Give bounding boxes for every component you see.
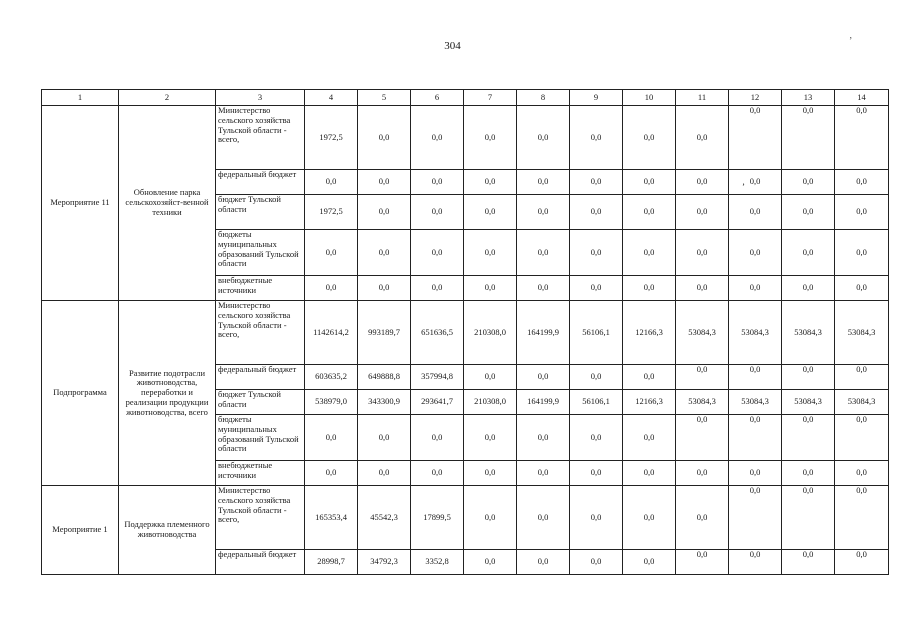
- value-cell: 0,0: [676, 550, 729, 575]
- value-cell: 0,0: [782, 461, 835, 486]
- value-cell: 0,0: [729, 170, 782, 195]
- value-cell: 0,0: [464, 461, 517, 486]
- value-cell: 56106,1: [570, 301, 623, 365]
- budget-table: [41, 89, 889, 575]
- value-cell: 0,0: [676, 276, 729, 301]
- value-cell: 0,0: [835, 276, 889, 301]
- value-cell: 0,0: [305, 461, 358, 486]
- value-cell: 0,0: [570, 486, 623, 550]
- value-cell: 0,0: [729, 106, 782, 170]
- activity-description: Поддержка племенного животноводства: [119, 486, 216, 575]
- header-cell: 9: [570, 90, 623, 106]
- value-cell: 0,0: [464, 415, 517, 461]
- value-cell: 0,0: [464, 106, 517, 170]
- value-cell: 0,0: [835, 550, 889, 575]
- value-cell: 34792,3: [358, 550, 411, 575]
- value-cell: 0,0: [358, 170, 411, 195]
- value-cell: 0,0: [835, 106, 889, 170]
- value-cell: 0,0: [570, 461, 623, 486]
- funding-source: федеральный бюджет: [216, 170, 305, 195]
- value-cell: 0,0: [782, 195, 835, 230]
- value-cell: 53084,3: [835, 301, 889, 365]
- value-cell: 0,0: [305, 230, 358, 276]
- page-number: 304: [444, 40, 461, 52]
- funding-source: бюджеты муниципальных образований Тульской области: [216, 415, 305, 461]
- value-cell: 0,0: [464, 365, 517, 390]
- value-cell: 603635,2: [305, 365, 358, 390]
- value-cell: 0,0: [676, 365, 729, 390]
- value-cell: 0,0: [570, 365, 623, 390]
- table-row: [42, 106, 889, 170]
- value-cell: 0,0: [623, 170, 676, 195]
- value-cell: 0,0: [729, 415, 782, 461]
- value-cell: 0,0: [570, 170, 623, 195]
- value-cell: 0,0: [517, 230, 570, 276]
- value-cell: 0,0: [517, 195, 570, 230]
- value-cell: 0,0: [729, 461, 782, 486]
- value-cell: 0,0: [305, 276, 358, 301]
- value-cell: 45542,3: [358, 486, 411, 550]
- funding-source: Министерство сельского хозяйства Тульской области - всего,: [216, 486, 305, 550]
- value-cell: 0,0: [835, 486, 889, 550]
- activity-name: Подпрограмма: [42, 301, 119, 486]
- value-cell: 1972,5: [305, 106, 358, 170]
- value-cell: 0,0: [358, 415, 411, 461]
- value-cell: 0,0: [782, 106, 835, 170]
- funding-source: федеральный бюджет: [216, 550, 305, 575]
- value-cell: 0,0: [570, 276, 623, 301]
- funding-source: внебюджетные источники: [216, 461, 305, 486]
- value-cell: 649888,8: [358, 365, 411, 390]
- funding-source: внебюджетные источники: [216, 276, 305, 301]
- value-cell: 0,0: [411, 461, 464, 486]
- value-cell: 0,0: [835, 195, 889, 230]
- value-cell: 357994,8: [411, 365, 464, 390]
- value-cell: 0,0: [623, 195, 676, 230]
- value-cell: 210308,0: [464, 390, 517, 415]
- value-cell: 0,0: [729, 276, 782, 301]
- value-cell: 0,0: [411, 106, 464, 170]
- value-cell: 0,0: [570, 550, 623, 575]
- value-cell: 0,0: [729, 550, 782, 575]
- header-cell: 13: [782, 90, 835, 106]
- value-cell: 0,0: [623, 276, 676, 301]
- value-cell: 0,0: [411, 415, 464, 461]
- value-cell: 0,0: [305, 415, 358, 461]
- value-cell: 0,0: [676, 106, 729, 170]
- value-cell: 0,0: [358, 230, 411, 276]
- value-cell: 0,0: [411, 276, 464, 301]
- value-cell: 0,0: [464, 550, 517, 575]
- value-cell: 0,0: [358, 461, 411, 486]
- value-cell: 164199,9: [517, 390, 570, 415]
- value-cell: 0,0: [570, 106, 623, 170]
- value-cell: 0,0: [835, 365, 889, 390]
- funding-source: федеральный бюджет: [216, 365, 305, 390]
- value-cell: 210308,0: [464, 301, 517, 365]
- stray-mark: ’: [742, 182, 745, 192]
- value-cell: 0,0: [835, 415, 889, 461]
- value-cell: 0,0: [358, 276, 411, 301]
- value-cell: 0,0: [623, 106, 676, 170]
- value-cell: 53084,3: [729, 390, 782, 415]
- value-cell: 0,0: [517, 461, 570, 486]
- value-cell: 0,0: [623, 461, 676, 486]
- header-cell: 4: [305, 90, 358, 106]
- value-cell: 53084,3: [835, 390, 889, 415]
- header-cell: 14: [835, 90, 889, 106]
- value-cell: 0,0: [358, 106, 411, 170]
- header-cell: 7: [464, 90, 517, 106]
- header-cell: 2: [119, 90, 216, 106]
- value-cell: 0,0: [676, 415, 729, 461]
- table-row: [42, 486, 889, 550]
- value-cell: 0,0: [623, 486, 676, 550]
- value-cell: 56106,1: [570, 390, 623, 415]
- value-cell: 651636,5: [411, 301, 464, 365]
- funding-source: бюджет Тульской области: [216, 390, 305, 415]
- value-cell: 0,0: [782, 415, 835, 461]
- value-cell: 1972,5: [305, 195, 358, 230]
- header-cell: 5: [358, 90, 411, 106]
- value-cell: 0,0: [676, 170, 729, 195]
- value-cell: 0,0: [676, 461, 729, 486]
- value-cell: 0,0: [676, 195, 729, 230]
- corner-mark: ’: [849, 36, 853, 47]
- value-cell: 0,0: [782, 365, 835, 390]
- value-cell: 0,0: [835, 461, 889, 486]
- header-cell: 1: [42, 90, 119, 106]
- activity-name: Мероприятие 1: [42, 486, 119, 575]
- value-cell: 0,0: [517, 415, 570, 461]
- value-cell: 0,0: [782, 170, 835, 195]
- value-cell: 993189,7: [358, 301, 411, 365]
- value-cell: 3352,8: [411, 550, 464, 575]
- value-cell: 0,0: [464, 170, 517, 195]
- value-cell: 0,0: [464, 195, 517, 230]
- value-cell: 0,0: [623, 230, 676, 276]
- header-cell: 12: [729, 90, 782, 106]
- value-cell: 0,0: [517, 550, 570, 575]
- value-cell: 0,0: [305, 170, 358, 195]
- funding-source: Министерство сельского хозяйства Тульской области - всего,: [216, 301, 305, 365]
- value-cell: 1142614,2: [305, 301, 358, 365]
- table-row: [42, 301, 889, 365]
- value-cell: 0,0: [517, 106, 570, 170]
- value-cell: 28998,7: [305, 550, 358, 575]
- value-cell: 0,0: [517, 486, 570, 550]
- value-cell: 0,0: [464, 276, 517, 301]
- funding-source: бюджет Тульской области: [216, 195, 305, 230]
- value-cell: 0,0: [411, 170, 464, 195]
- header-cell: 10: [623, 90, 676, 106]
- header-cell: 11: [676, 90, 729, 106]
- value-cell: 0,0: [358, 195, 411, 230]
- value-cell: 17899,5: [411, 486, 464, 550]
- value-cell: 0,0: [570, 415, 623, 461]
- activity-name: Мероприятие 11: [42, 106, 119, 301]
- funding-source: Министерство сельского хозяйства Тульской области - всего,: [216, 106, 305, 170]
- value-cell: 0,0: [729, 230, 782, 276]
- header-cell: 3: [216, 90, 305, 106]
- header-row: [42, 90, 889, 106]
- value-cell: 0,0: [782, 486, 835, 550]
- header-cell: 8: [517, 90, 570, 106]
- value-cell: 0,0: [517, 276, 570, 301]
- value-cell: 0,0: [729, 195, 782, 230]
- value-cell: 0,0: [517, 170, 570, 195]
- value-cell: 53084,3: [676, 301, 729, 365]
- value-cell: 0,0: [835, 170, 889, 195]
- value-cell: 0,0: [411, 230, 464, 276]
- value-cell: 0,0: [782, 276, 835, 301]
- value-cell: 53084,3: [782, 390, 835, 415]
- value-cell: 538979,0: [305, 390, 358, 415]
- value-cell: 0,0: [464, 230, 517, 276]
- value-cell: 343300,9: [358, 390, 411, 415]
- value-cell: 53084,3: [782, 301, 835, 365]
- value-cell: 0,0: [782, 230, 835, 276]
- value-cell: 0,0: [729, 486, 782, 550]
- value-cell: 12166,3: [623, 390, 676, 415]
- value-cell: 0,0: [570, 195, 623, 230]
- value-cell: 0,0: [623, 550, 676, 575]
- value-cell: 0,0: [517, 365, 570, 390]
- value-cell: 0,0: [782, 550, 835, 575]
- activity-description: Обновление парка сельскохозяйст-венной техники: [119, 106, 216, 301]
- value-cell: 0,0: [623, 415, 676, 461]
- value-cell: 0,0: [570, 230, 623, 276]
- value-cell: 0,0: [676, 230, 729, 276]
- value-cell: 0,0: [676, 486, 729, 550]
- value-cell: 53084,3: [729, 301, 782, 365]
- value-cell: 0,0: [623, 365, 676, 390]
- value-cell: 0,0: [464, 486, 517, 550]
- value-cell: 164199,9: [517, 301, 570, 365]
- value-cell: 12166,3: [623, 301, 676, 365]
- value-cell: 165353,4: [305, 486, 358, 550]
- value-cell: 293641,7: [411, 390, 464, 415]
- header-cell: 6: [411, 90, 464, 106]
- value-cell: 0,0: [729, 365, 782, 390]
- activity-description: Развитие подотрасли животноводства, переработки и реализации продукции животноводства, всего: [119, 301, 216, 486]
- value-cell: 0,0: [411, 195, 464, 230]
- value-cell: 0,0: [835, 230, 889, 276]
- funding-source: бюджеты муниципальных образований Тульской области: [216, 230, 305, 276]
- value-cell: 53084,3: [676, 390, 729, 415]
